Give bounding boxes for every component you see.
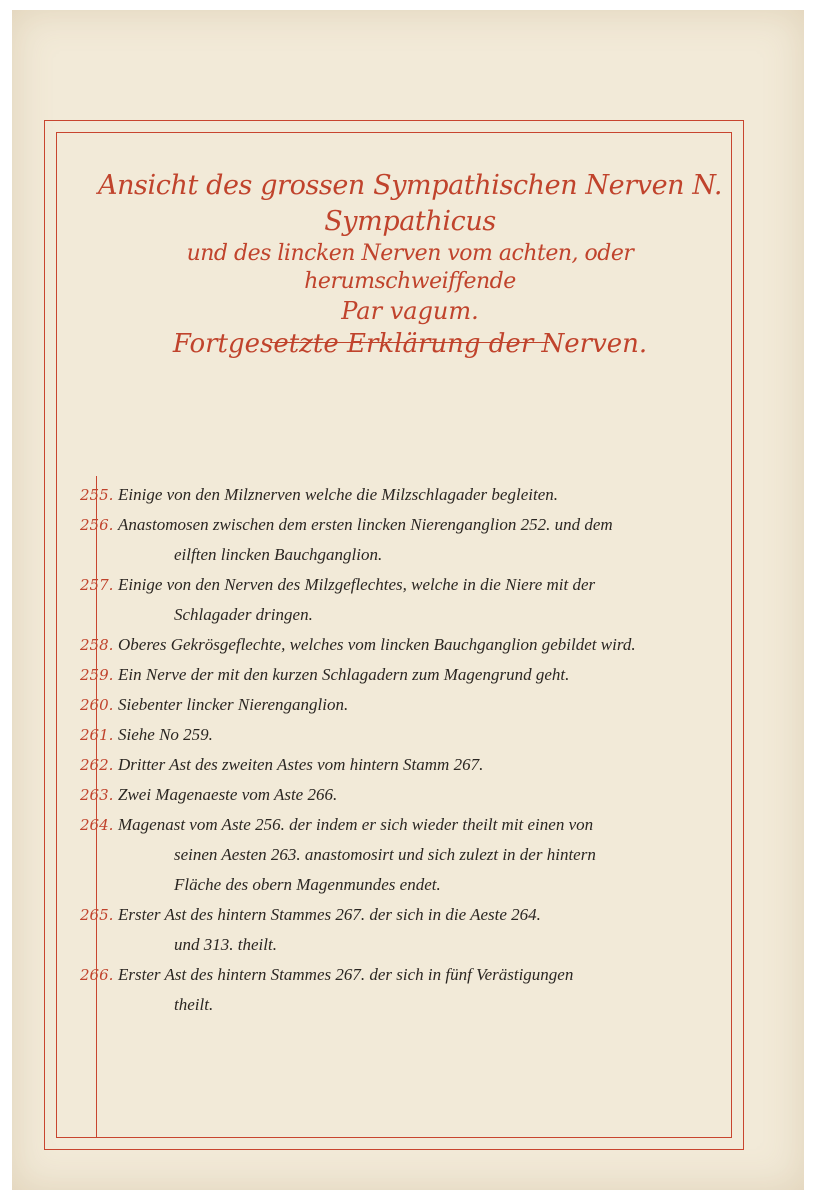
entry-text: Ein Nerve der mit den kurzen Schlagadern zum Magengrund geht. bbox=[118, 665, 570, 684]
entry-text-continuation: theilt. bbox=[174, 995, 214, 1014]
entry-number: 261. bbox=[80, 726, 114, 744]
entry-number: 266. bbox=[80, 966, 114, 984]
list-item bbox=[70, 780, 740, 810]
entry-number: 258. bbox=[80, 636, 114, 654]
entry-text: Oberes Gekrösgeflechte, welches vom lincken Bauchganglion gebildet wird. bbox=[118, 635, 636, 654]
entry-number: 255. bbox=[80, 486, 114, 504]
entry-number: 264. bbox=[80, 816, 114, 834]
title-line-1: Ansicht des grossen Sympathischen Nerven N. Sympathicus bbox=[97, 170, 723, 237]
list-item bbox=[70, 960, 740, 1020]
entry-text: Einige von den Milznerven welche die Milzschlagader begleiten. bbox=[118, 485, 558, 504]
list-item bbox=[70, 480, 740, 510]
entry-number: 263. bbox=[80, 786, 114, 804]
list-item bbox=[70, 570, 740, 630]
list-item bbox=[70, 510, 740, 570]
entry-number: 262. bbox=[80, 756, 114, 774]
title-line-4: Fortgesetzte Erklärung der Nerven. bbox=[172, 329, 648, 359]
entry-text: Anastomosen zwischen dem ersten lincken Nierenganglion 252. und dem bbox=[118, 515, 613, 534]
entry-text: Zwei Magenaeste vom Aste 266. bbox=[118, 785, 338, 804]
list-item bbox=[70, 720, 740, 750]
entry-number: 259. bbox=[80, 666, 114, 684]
list-item bbox=[70, 690, 740, 720]
list-item bbox=[70, 750, 740, 780]
entry-text-continuation: eilften lincken Bauchganglion. bbox=[174, 545, 383, 564]
entry-text: Erster Ast des hintern Stammes 267. der sich in fünf Verästigungen bbox=[118, 965, 574, 984]
entry-number: 256. bbox=[80, 516, 114, 534]
title-underline bbox=[270, 342, 550, 343]
entry-text-continuation: und 313. theilt. bbox=[174, 935, 277, 954]
page-title bbox=[80, 168, 740, 362]
entry-list bbox=[70, 480, 740, 1020]
entry-text: Erster Ast des hintern Stammes 267. der sich in die Aeste 264. bbox=[118, 905, 541, 924]
list-item bbox=[70, 630, 740, 660]
entry-number: 260. bbox=[80, 696, 114, 714]
entry-text: Magenast vom Aste 256. der indem er sich wieder theilt mit einen von bbox=[118, 815, 594, 834]
entry-number: 265. bbox=[80, 906, 114, 924]
entry-text-continuation: Fläche des obern Magenmundes endet. bbox=[174, 875, 441, 894]
entry-text-continuation: seinen Aesten 263. anastomosirt und sich zulezt in der hintern bbox=[174, 845, 596, 864]
entry-text: Einige von den Nerven des Milzgeflechtes, welche in die Niere mit der bbox=[118, 575, 596, 594]
entry-text: Siehe No 259. bbox=[118, 725, 213, 744]
entry-number: 257. bbox=[80, 576, 114, 594]
entry-text: Siebenter lincker Nierenganglion. bbox=[118, 695, 349, 714]
entry-text: Dritter Ast des zweiten Astes vom hintern Stamm 267. bbox=[118, 755, 484, 774]
list-item bbox=[70, 900, 740, 960]
title-line-2: und des lincken Nerven vom achten, oder herumschweiffende bbox=[186, 241, 634, 294]
list-item bbox=[70, 810, 740, 900]
entry-text-continuation: Schlagader dringen. bbox=[174, 605, 313, 624]
list-item bbox=[70, 660, 740, 690]
title-line-3: Par vagum. bbox=[341, 297, 479, 325]
